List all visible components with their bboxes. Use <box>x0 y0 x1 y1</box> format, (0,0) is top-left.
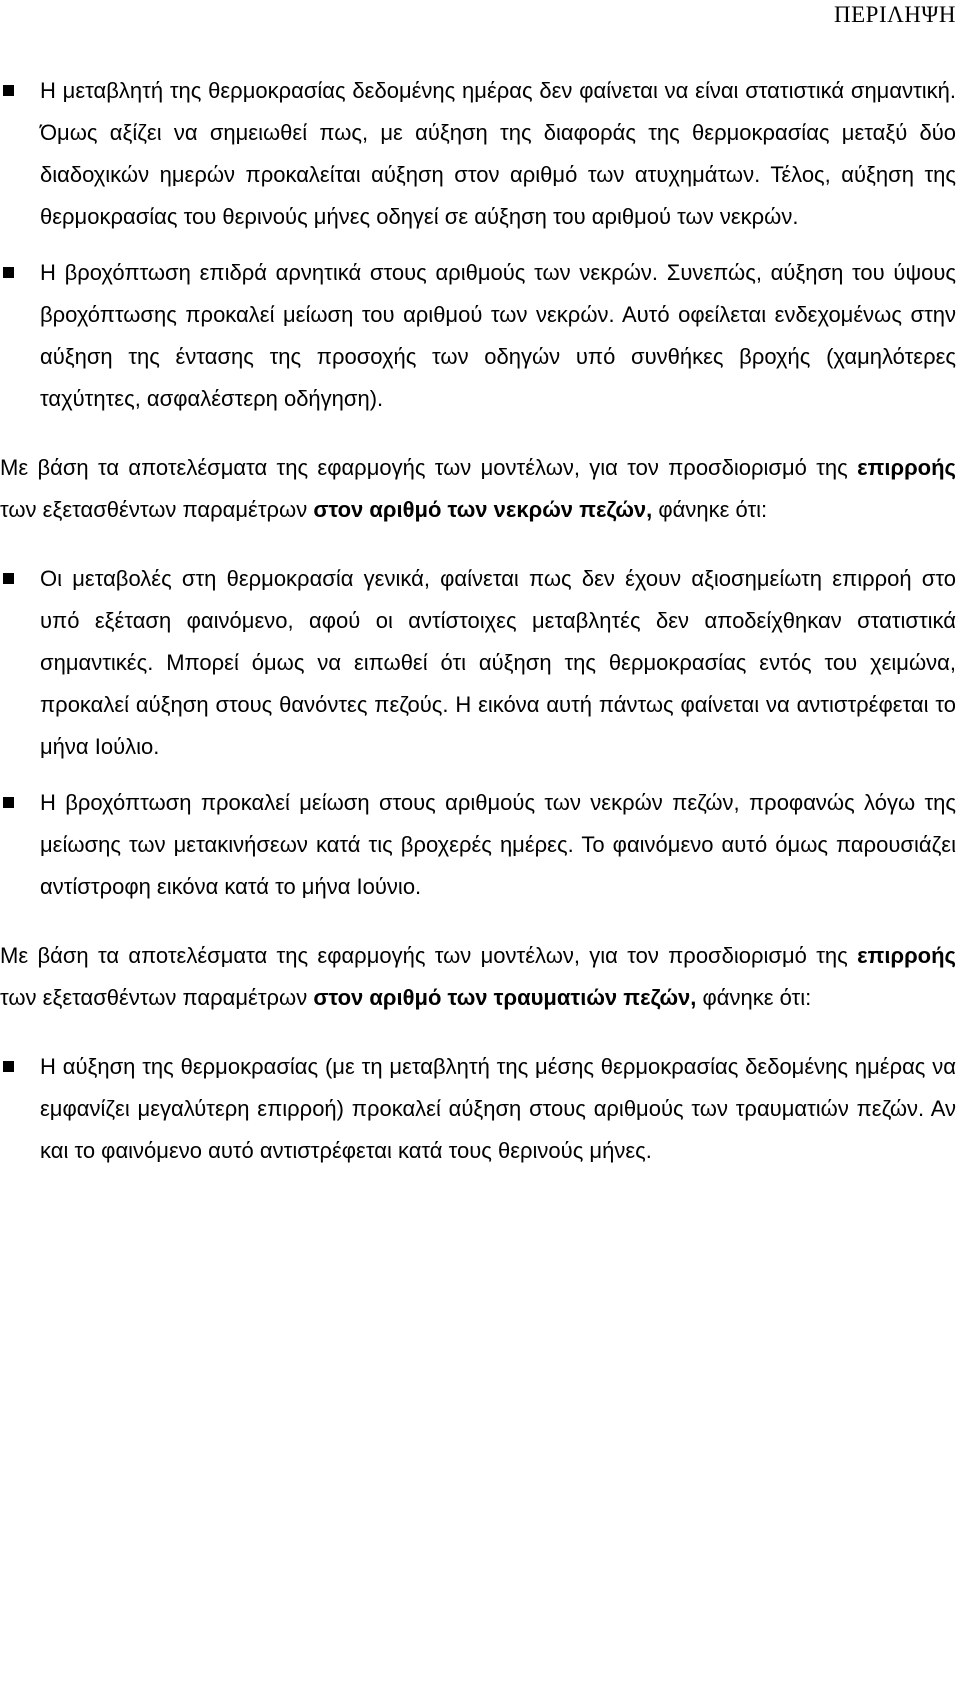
list-item-text: Η βροχόπτωση προκαλεί μείωση στους αριθμούς των νεκρών πεζών, προφανώς λόγω της μείωσης των μετακινήσεων κατά τις βροχερές ημέρες. Το φαινόμενο αυτό όμως παρουσιάζει αντίστροφη εικόνα κατά το μήνα Ιούνιο. <box>40 790 956 899</box>
square-bullet-icon <box>3 85 14 96</box>
list-item-text: Η αύξηση της θερμοκρασίας (με τη μεταβλητή της μέσης θερμοκρασίας δεδομένης ημέρας να εμφανίζει μεγαλύτερη επιρροή) προκαλεί αύξηση στους αριθμούς των τραυματιών πεζών. Αν και το φαινόμενο αυτό αντιστρέφεται κατά τους θερινούς μήνες. <box>40 1054 956 1163</box>
list-item <box>0 252 956 420</box>
list-item-text: Η βροχόπτωση επιδρά αρνητικά στους αριθμούς των νεκρών. Συνεπώς, αύξηση του ύψους βροχόπτωσης προκαλεί μείωση του αριθμού των νεκρών. Αυτό οφείλεται ενδεχομένως στην αύξηση της έντασης της προσοχής των οδηγών υπό συνθήκες βροχής (χαμηλότερες ταχύτητες, ασφαλέστερη οδήγηση). <box>40 260 956 411</box>
intro-text: φάνηκε ότι: <box>696 985 812 1010</box>
intro-paragraph-injured <box>0 935 956 1019</box>
square-bullet-icon <box>3 573 14 584</box>
intro-bold-term: στον αριθμό των τραυματιών πεζών, <box>313 985 697 1010</box>
intro-text: των εξετασθέντων παραμέτρων <box>0 985 314 1010</box>
intro-paragraph-deaths <box>0 447 956 531</box>
page-header-title: ΠΕΡΙΛΗΨΗ <box>834 2 956 27</box>
list-item <box>0 1046 956 1172</box>
bullet-list-injured <box>0 1046 956 1172</box>
list-item <box>0 70 956 238</box>
bullet-list-general <box>0 70 956 420</box>
list-item <box>0 558 956 768</box>
document-body <box>0 70 956 1172</box>
bullet-list-deaths <box>0 558 956 908</box>
square-bullet-icon <box>3 267 14 278</box>
square-bullet-icon <box>3 1061 14 1072</box>
list-item-text: Οι μεταβολές στη θερμοκρασία γενικά, φαίνεται πως δεν έχουν αξιοσημείωτη επιρροή στο υπό εξέταση φαινόμενο, αφού οι αντίστοιχες μεταβλητές δεν αποδείχθηκαν στατιστικά σημαντικές. Μπορεί όμως να ειπωθεί ότι αύξηση της θερμοκρασίας εντός του χειμώνα, προκαλεί αύξηση στους θανόντες πεζούς. Η εικόνα αυτή πάντως φαίνεται να αντιστρέφεται το μήνα Ιούλιο. <box>40 566 956 759</box>
intro-text: φάνηκε ότι: <box>652 497 768 522</box>
intro-bold-term: επιρροής <box>857 943 956 968</box>
intro-text: Με βάση τα αποτελέσματα της εφαρμογής των μοντέλων, για τον προσδιορισμό της <box>0 455 858 480</box>
list-item-text: Η μεταβλητή της θερμοκρασίας δεδομένης ημέρας δεν φαίνεται να είναι στατιστικά σημαντική. Όμως αξίζει να σημειωθεί πως, με αύξηση της διαφοράς της θερμοκρασίας μεταξύ δύο διαδοχικών ημερών προκαλείται αύξηση στον αριθμό των ατυχημάτων. Τέλος, αύξηση της θερμοκρασίας του θερινούς μήνες οδηγεί σε αύξηση του αριθμού των νεκρών. <box>40 78 956 229</box>
intro-bold-term: επιρροής <box>857 455 956 480</box>
square-bullet-icon <box>3 797 14 808</box>
intro-text: Με βάση τα αποτελέσματα της εφαρμογής των μοντέλων, για τον προσδιορισμό της <box>0 943 858 968</box>
intro-bold-term: στον αριθμό των νεκρών πεζών, <box>313 497 653 522</box>
intro-text: των εξετασθέντων παραμέτρων <box>0 497 314 522</box>
list-item <box>0 782 956 908</box>
